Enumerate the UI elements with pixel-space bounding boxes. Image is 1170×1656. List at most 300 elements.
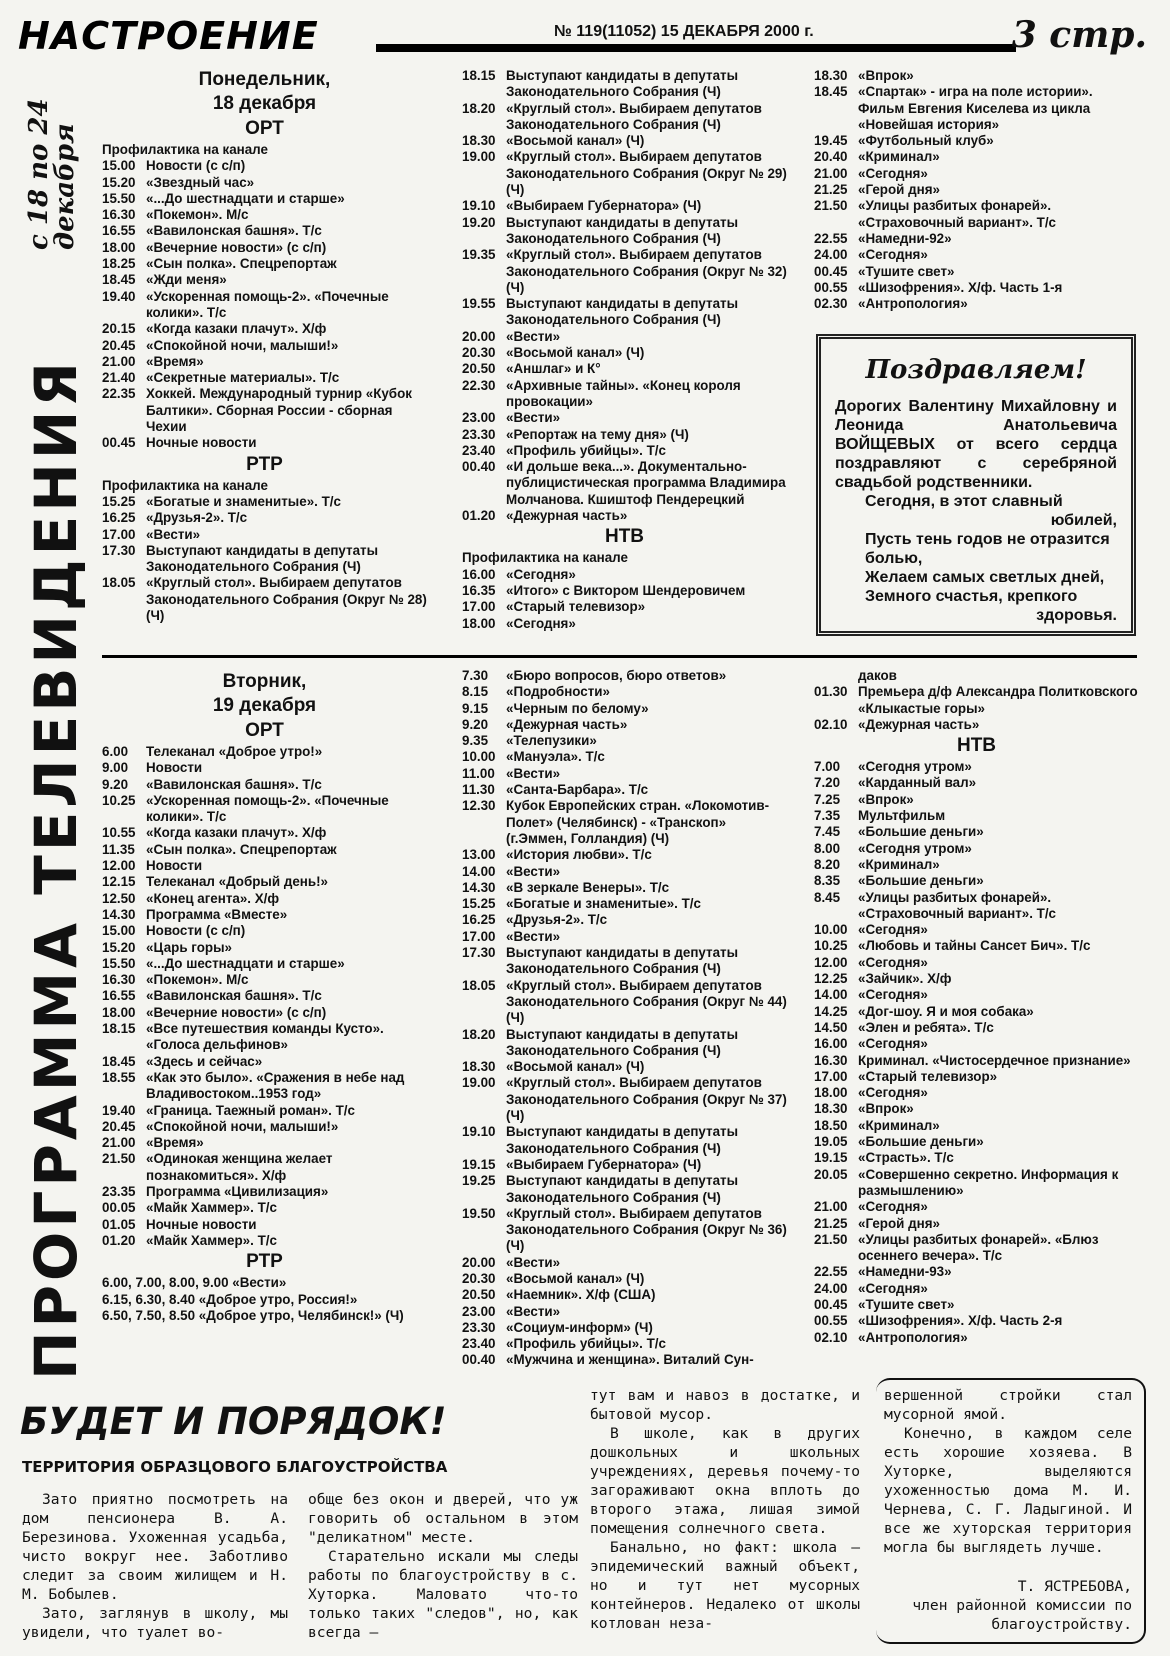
program-row — [814, 987, 1139, 1003]
program-title: «Итого» с Виктором Шендеровичем — [506, 582, 746, 598]
program-time: 10.25 — [102, 792, 136, 808]
program-time: 14.50 — [814, 1019, 848, 1035]
program-row — [814, 231, 1139, 247]
channel-heading: РТР — [246, 453, 283, 475]
tuesday-column-2 — [462, 668, 787, 1369]
program-row — [462, 1075, 787, 1124]
program-time: 02.30 — [814, 296, 848, 312]
program-row — [462, 508, 787, 524]
program-time: 18.25 — [102, 256, 136, 272]
program-row — [462, 1173, 787, 1206]
program-title: «В зеркале Венеры». Т/с — [506, 879, 670, 895]
program-row — [102, 923, 427, 939]
program-time: 21.00 — [814, 165, 848, 181]
program-title: «Совершенно секретно. Информация к размышлению» — [858, 1166, 1119, 1198]
program-time: 15.50 — [102, 190, 136, 206]
program-row — [462, 880, 787, 896]
program-row — [102, 874, 427, 890]
program-title: Программа «Цивилизация» — [146, 1184, 329, 1200]
program-title: «Профиль убийцы». Т/с — [506, 442, 666, 458]
program-time: 18.00 — [102, 1004, 136, 1020]
program-row — [462, 427, 787, 443]
program-time: 12.25 — [814, 971, 848, 987]
program-row — [462, 149, 787, 198]
side-dates-line2: декабря — [50, 123, 80, 250]
channel-note: Профилактика на канале — [462, 550, 628, 566]
article-paragraph: Зато, заглянув в школу, мы увидели, что туалет во- — [22, 1605, 288, 1641]
program-title: «Репортаж на тему дня» (Ч) — [506, 426, 689, 442]
program-title: «Царь горы» — [146, 939, 232, 955]
channel-note: Профилактика на канале — [102, 142, 268, 157]
program-row — [462, 847, 787, 863]
program-title: «Ускоренная помощь-2». «Почечные колики». Т/с — [146, 792, 389, 825]
program-row — [462, 1206, 787, 1255]
program-row — [462, 1157, 787, 1173]
program-title: Выступают кандидаты в депутаты Законодательного Собрания (Ч) — [506, 945, 739, 977]
program-time: 18.15 — [462, 68, 496, 83]
program-title: Выступают кандидаты в депутаты Законодательного Собрания (Ч) — [506, 214, 739, 246]
program-time: 21.50 — [814, 1231, 848, 1247]
program-time: 6.00 — [102, 744, 129, 759]
program-title: «Дог-шоу. Я и моя собака» — [858, 1003, 1034, 1019]
program-row — [814, 1330, 1139, 1346]
program-time: 14.25 — [814, 1003, 848, 1019]
program-title: «Вести» — [506, 863, 561, 879]
program-title: Новости — [146, 760, 203, 776]
section-divider — [102, 655, 1137, 658]
program-row — [462, 1059, 787, 1075]
program-time: 00.05 — [102, 1200, 136, 1216]
program-title: Выступают кандидаты в депутаты Законодательного Собрания (Ч) — [506, 1124, 739, 1156]
program-time: 20.40 — [814, 149, 848, 165]
article-paragraph: Старательно искали мы следы работы по благоустройству в с. Хуторка. Маловато что-то только таких "следов", но, как всегда – — [308, 1548, 578, 1641]
program-title: «Тушите свет» — [858, 1296, 955, 1312]
article-paragraph: Зато приятно посмотреть на дом пенсионера В. А. Березинова. Ухоженная усадьба, чисто вокруг нее. Заботливо следит за своим жилищем и Н. М. Бобылев. — [22, 1491, 288, 1603]
program-list — [462, 68, 787, 524]
article-paragraph: вершенной стройки стал мусорной ямой. — [884, 1387, 1132, 1423]
program-row — [102, 256, 427, 272]
program-row — [102, 793, 427, 826]
program-time: 19.40 — [102, 288, 136, 304]
program-time: 18.45 — [814, 84, 848, 100]
program-time: 24.00 — [814, 247, 848, 263]
program-time: 18.30 — [462, 133, 496, 149]
program-time: 16.00 — [814, 1036, 848, 1052]
program-row — [814, 1134, 1139, 1150]
program-title: «Черным по белому» — [506, 700, 649, 716]
program-time: 14.00 — [462, 863, 496, 879]
issue-date: № 119(11052) 15 ДЕКАБРЯ 2000 г. — [548, 23, 820, 41]
program-time: 20.00 — [462, 1254, 496, 1270]
program-row — [102, 1119, 427, 1135]
program-title: «Все путешествия команды Кусто». «Голоса дельфинов» — [146, 1021, 384, 1053]
program-row — [102, 972, 427, 988]
program-time: 19.55 — [462, 296, 496, 312]
program-time: 19.05 — [814, 1134, 848, 1150]
program-row — [814, 296, 1139, 312]
program-row — [814, 1167, 1139, 1200]
program-time: 22.30 — [462, 377, 496, 393]
program-title: «И дольше века...». Документально-публицистическая программа Владимира Молчанова. Кшиштоф Пендерецкий — [506, 459, 786, 507]
program-row — [102, 940, 427, 956]
program-title: «Друзья-2». Т/с — [146, 510, 248, 526]
program-title: Новости (с с/п) — [146, 923, 246, 939]
program-row — [102, 858, 427, 874]
tuesday-column-1 — [102, 670, 427, 1324]
channel-heading: ОРТ — [245, 118, 284, 139]
program-title: «Старый телевизор» — [506, 599, 646, 615]
program-time: 20.30 — [462, 1270, 496, 1286]
program-time: 11.00 — [462, 765, 495, 781]
program-row — [102, 386, 427, 435]
tuesday-column-3 — [814, 668, 1139, 1346]
program-time: 19.35 — [462, 247, 496, 263]
program-title: «Вечерние новости» (с с/п) — [146, 1004, 327, 1020]
program-time: 10.25 — [814, 938, 848, 954]
program-row — [102, 825, 427, 841]
program-title: «Восьмой канал» (Ч) — [506, 345, 645, 361]
program-time: 16.30 — [102, 207, 136, 223]
program-title: «Звездный час» — [146, 174, 255, 190]
program-title: «Криминал» — [858, 149, 940, 165]
program-time: 19.00 — [462, 1075, 496, 1091]
program-title: «Впрок» — [858, 68, 914, 83]
program-time: 19.10 — [462, 198, 496, 214]
program-title: Телеканал «Добрый день!» — [146, 874, 328, 890]
program-row — [102, 1135, 427, 1151]
program-title: «Сын полка». Спецрепортаж — [146, 256, 337, 272]
program-time: 18.30 — [814, 68, 848, 83]
program-row — [102, 207, 427, 223]
program-row — [462, 864, 787, 880]
program-row — [814, 841, 1139, 857]
program-row — [814, 890, 1139, 923]
program-row — [462, 101, 787, 134]
program-row — [814, 938, 1139, 954]
program-title: Ночные новости — [146, 435, 257, 451]
program-row — [814, 955, 1139, 971]
program-time: 15.25 — [462, 896, 496, 912]
program-title: «Улицы разбитых фонарей». «Блюз осеннего вечера». Т/с — [858, 1231, 1099, 1264]
program-title: Выступают кандидаты в депутаты Законодательного Собрания (Ч) — [506, 1173, 739, 1205]
program-row — [814, 1020, 1139, 1036]
program-row — [102, 223, 427, 239]
program-title: «Дежурная часть» — [506, 716, 628, 732]
program-row — [102, 1308, 427, 1324]
program-title: «Зайчик». Х/ф — [858, 971, 952, 987]
program-title: Криминал. «Чистосердечное признание» — [858, 1052, 1131, 1068]
program-row — [462, 133, 787, 149]
program-time: 00.40 — [462, 1352, 496, 1368]
program-row — [814, 84, 1139, 133]
program-title: «Ускоренная помощь-2». «Почечные колики». Т/с — [146, 288, 389, 320]
program-time: 17.00 — [462, 599, 496, 615]
channel-note: Профилактика на канале — [102, 477, 268, 493]
program-time: 15.20 — [102, 939, 136, 955]
program-title: «Сегодня» — [858, 1199, 928, 1215]
program-row — [814, 1118, 1139, 1134]
program-title: «Здесь и сейчас» — [146, 1053, 263, 1069]
program-row — [814, 1053, 1139, 1069]
program-title: «Майк Хаммер». Т/с — [146, 1232, 277, 1248]
program-row — [102, 510, 427, 526]
monday-column-3 — [814, 68, 1139, 312]
program-time: 18.45 — [102, 272, 136, 288]
program-title: «...До шестнадцати и старше» — [146, 190, 345, 206]
date-heading: 19 декабря — [212, 695, 317, 716]
program-row — [462, 599, 787, 615]
program-title: «История любви». Т/с — [506, 847, 652, 863]
program-row — [814, 857, 1139, 873]
program-time: 7.45 — [814, 824, 841, 840]
program-row — [814, 133, 1139, 149]
program-time: 7.20 — [814, 775, 841, 791]
program-title: Выступают кандидаты в депутаты Законодательного Собрания (Ч) — [506, 1026, 739, 1058]
program-row — [102, 272, 427, 288]
program-row — [462, 782, 787, 798]
greeting-body: Дорогих Валентину Михайловну и Леонида Анатольевича ВОЙЩЕВЫХ от всего сердца поздравляют с серебряной свадьбой родственники. — [835, 398, 1117, 491]
program-row — [814, 280, 1139, 296]
poem-line: здоровья. — [1036, 607, 1117, 624]
program-time: 17.30 — [462, 945, 496, 961]
greeting-title: Поздравляем! — [865, 355, 1087, 385]
program-row — [814, 68, 1139, 84]
program-time: 21.50 — [102, 1151, 136, 1167]
program-row — [102, 1200, 427, 1216]
program-title: «Шизофрения». Х/ф. Часть 2-я — [858, 1313, 1063, 1329]
program-row — [462, 684, 787, 700]
program-time: 10.00 — [462, 749, 496, 765]
program-time: 7.25 — [814, 791, 841, 807]
program-time: 9.35 — [462, 733, 489, 749]
program-title: Премьера д/ф Александра Политковского «Клыкастые горы» — [858, 684, 1138, 716]
program-time: 18.50 — [814, 1117, 848, 1133]
program-row — [102, 988, 427, 1004]
program-row — [814, 759, 1139, 775]
program-title: «Сегодня утром» — [858, 840, 972, 856]
program-time: 8.00 — [814, 840, 841, 856]
program-list — [102, 158, 427, 451]
program-row — [102, 1233, 427, 1249]
program-row — [814, 149, 1139, 165]
program-row — [102, 494, 427, 510]
program-row — [102, 907, 427, 923]
program-row — [462, 1336, 787, 1352]
program-title: «Сегодня» — [506, 615, 576, 631]
program-time: 20.30 — [462, 345, 496, 361]
program-title: «Сегодня» — [858, 1085, 928, 1101]
program-time: 10.55 — [102, 825, 136, 841]
program-title: «Архивные тайны». «Конец короля провокации» — [506, 377, 741, 409]
channel-heading: ОРТ — [245, 720, 284, 741]
program-time: 7.30 — [462, 668, 489, 683]
program-time: 8.35 — [814, 873, 841, 889]
program-title: «Сегодня» — [858, 922, 928, 938]
program-row — [102, 891, 427, 907]
program-row — [462, 798, 787, 847]
program-row — [814, 1085, 1139, 1101]
program-time: 22.35 — [102, 386, 136, 402]
program-title: «Конец агента». Х/ф — [146, 890, 280, 906]
program-title: «Вести» — [506, 765, 561, 781]
program-row — [462, 583, 787, 599]
program-title: «Мануэла». Т/с — [506, 749, 605, 765]
program-time: 23.00 — [462, 1303, 496, 1319]
program-time: 14.30 — [102, 906, 136, 922]
program-time: 24.00 — [814, 1280, 848, 1296]
channel-heading: НТВ — [604, 526, 645, 548]
article-column — [22, 1490, 288, 1642]
program-time: 15.50 — [102, 955, 136, 971]
program-row — [462, 1271, 787, 1287]
program-row — [462, 296, 787, 329]
program-title: «Большие деньги» — [858, 1134, 984, 1150]
program-title: Выступают кандидаты в депутаты Законодательного Собрания (Ч) — [506, 68, 739, 100]
program-row — [102, 289, 427, 322]
program-time: 14.30 — [462, 879, 496, 895]
program-title: «Покемон». М/с — [146, 972, 249, 988]
newspaper-title: НАСТРОЕНИЕ — [18, 14, 319, 58]
program-list — [814, 68, 1139, 312]
program-time: 20.00 — [462, 328, 496, 344]
program-title: «Сегодня» — [858, 165, 928, 181]
program-row — [462, 378, 787, 411]
day-heading: Понедельник, — [198, 69, 331, 90]
program-time: 20.45 — [102, 1118, 136, 1134]
program-time: 20.50 — [462, 1287, 496, 1303]
program-row — [814, 684, 1139, 717]
program-title: «Богатые и знаменитые». Т/с — [146, 493, 341, 509]
article-paragraph: обще без окон и дверей, что уж говорить об остальном в этом "деликатном" месте. — [308, 1491, 578, 1546]
program-title: «Восьмой канал» (Ч) — [506, 133, 645, 149]
program-time: 22.55 — [814, 1264, 848, 1280]
program-title: Выступают кандидаты в депутаты Законодательного Собрания (Ч) — [146, 542, 379, 575]
program-title: «Круглый стол». Выбираем депутатов Законодательного Собрания (Округ № 37) (Ч) — [506, 1075, 787, 1124]
program-time: 15.00 — [102, 923, 136, 939]
program-row — [814, 792, 1139, 808]
program-time: 16.55 — [102, 223, 136, 239]
program-time: 16.25 — [102, 510, 136, 526]
program-title: «Улицы разбитых фонарей». «Страховочный вариант». Т/с — [858, 889, 1056, 921]
program-title: «Намедни-92» — [858, 230, 952, 246]
program-title: «Старый телевизор» — [858, 1068, 998, 1084]
article-author: Т. ЯСТРЕБОВА, — [1017, 1578, 1132, 1595]
program-title: «Восьмой канал» (Ч) — [506, 1059, 645, 1075]
program-row — [102, 191, 427, 207]
program-row — [462, 945, 787, 978]
program-title: «Секретные материалы». Т/с — [146, 370, 340, 386]
program-time: 23.40 — [462, 442, 496, 458]
program-title: Мультфильм — [858, 808, 946, 824]
program-row — [462, 733, 787, 749]
program-title: «Подробности» — [506, 684, 610, 700]
program-row — [462, 1287, 787, 1303]
program-title: «Антропология» — [858, 296, 968, 312]
program-title: «Граница. Таежный роман». Т/с — [146, 1102, 355, 1118]
program-time: 11.30 — [462, 782, 495, 798]
program-row — [102, 158, 427, 174]
program-row — [462, 978, 787, 1027]
program-time: 00.40 — [462, 459, 496, 475]
program-time: 01.20 — [102, 1232, 136, 1248]
program-time: 16.30 — [102, 972, 136, 988]
program-list — [462, 567, 787, 632]
program-time: 16.25 — [462, 912, 496, 928]
program-list — [814, 684, 1139, 733]
program-time: 21.40 — [102, 370, 136, 386]
article-headline: БУДЕТ И ПОРЯДОК! — [20, 1400, 447, 1443]
program-title: «Богатые и знаменитые». Т/с — [506, 896, 701, 912]
program-time: 12.50 — [102, 890, 136, 906]
side-title: ПРОГРАММА ТЕЛЕВИДЕНИЯ — [22, 358, 90, 1380]
poem-line: Земного счастья, крепкого — [865, 588, 1078, 605]
article-paragraph: тут вам и навоз в достатке, и бытовой мусор. — [590, 1387, 860, 1423]
program-title: «Сегодня» — [858, 1036, 928, 1052]
program-row — [814, 1036, 1139, 1052]
program-time: 15.20 — [102, 174, 136, 190]
greeting-poem — [835, 492, 1117, 625]
program-title: «Криминал» — [858, 856, 940, 872]
program-title: «Вести» — [146, 526, 201, 542]
program-time: 19.10 — [462, 1124, 496, 1140]
program-row — [102, 1070, 427, 1103]
program-row — [814, 247, 1139, 263]
program-row — [102, 527, 427, 543]
program-title: «Вести» — [506, 1254, 561, 1270]
program-time: 21.25 — [814, 1215, 848, 1231]
program-time: 00.45 — [102, 435, 136, 451]
program-title: «Вавилонская башня». Т/с — [146, 988, 322, 1004]
program-time: 18.00 — [102, 239, 136, 255]
program-time: 02.10 — [814, 1329, 848, 1345]
program-time: 18.00 — [462, 615, 496, 631]
program-time: 18.05 — [462, 977, 496, 993]
program-title: «Круглый стол». Выбираем депутатов Законодательного Собрания (Округ № 36) (Ч) — [506, 1205, 787, 1254]
program-title: «Сын полка». Спецрепортаж — [146, 841, 337, 857]
program-title: Новости — [146, 858, 203, 874]
program-list — [102, 1275, 427, 1324]
article-subheading: ТЕРРИТОРИЯ ОБРАЗЦОВОГО БЛАГОУСТРОЙСТВА — [22, 1458, 448, 1476]
program-time: 21.25 — [814, 182, 848, 198]
program-row — [102, 1292, 427, 1308]
program-time: 12.00 — [814, 954, 848, 970]
program-title: «Намедни-93» — [858, 1264, 952, 1280]
program-title: «Любовь и тайны Сансет Бич». Т/с — [858, 938, 1091, 954]
program-time: 18.05 — [102, 575, 136, 591]
greeting-box — [816, 334, 1136, 636]
program-title: «Вавилонская башня». Т/с — [146, 223, 322, 239]
program-row — [814, 1281, 1139, 1297]
program-row — [102, 175, 427, 191]
program-row — [102, 1005, 427, 1021]
program-time: 12.00 — [102, 858, 136, 874]
program-row — [462, 1027, 787, 1060]
program-title: «Спокойной ночи, малыши!» — [146, 1118, 339, 1134]
program-title: «Сегодня» — [858, 247, 928, 263]
program-title: «Майк Хаммер». Т/с — [146, 1200, 277, 1216]
article — [16, 1378, 1136, 1646]
program-title: «Вести» — [506, 1303, 561, 1319]
program-time: 19.45 — [814, 133, 848, 149]
program-row — [102, 744, 427, 760]
program-row — [102, 354, 427, 370]
day-heading: Вторник, — [222, 671, 307, 692]
program-row — [814, 1101, 1139, 1117]
program-row — [462, 668, 787, 684]
program-title: «Вести» — [506, 410, 561, 426]
program-time: 20.50 — [462, 361, 496, 377]
program-title: Новости (с с/п) — [146, 158, 246, 174]
